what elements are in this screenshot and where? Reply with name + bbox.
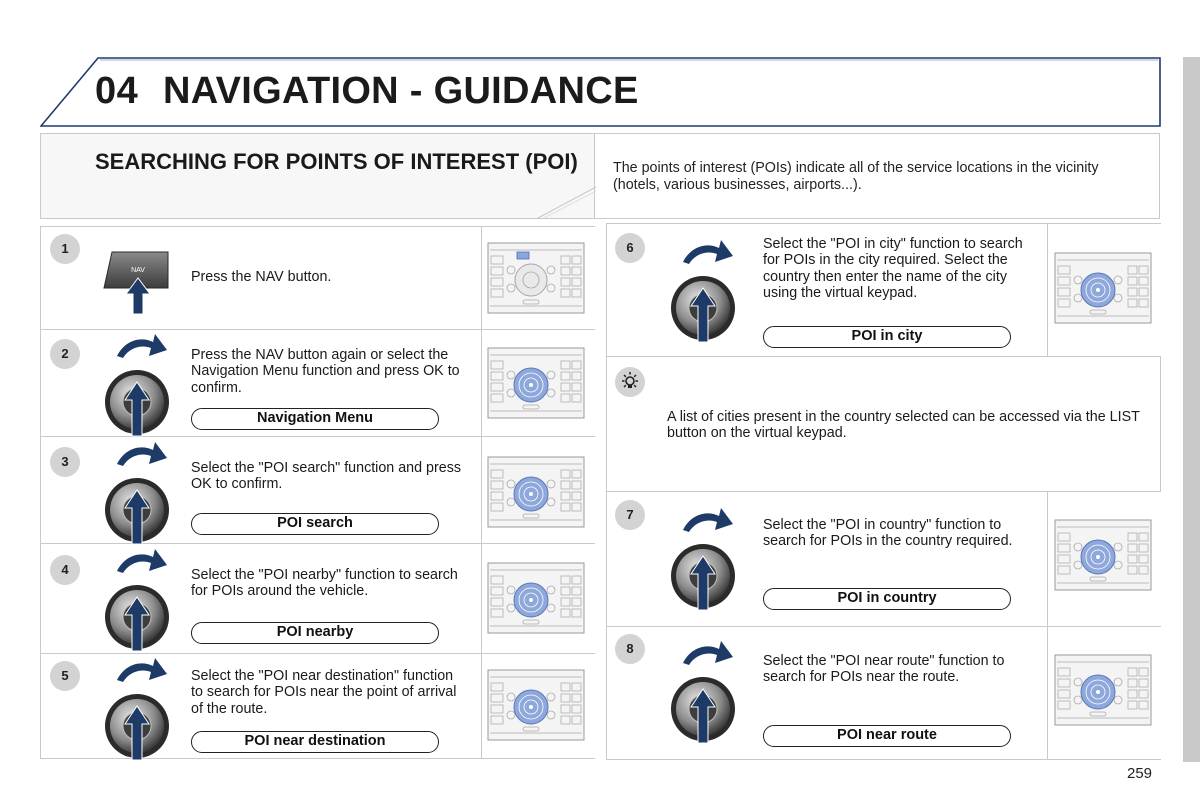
step-number-badge: 4 xyxy=(50,555,80,585)
nav-button-icon xyxy=(102,250,174,318)
tip-text: A list of cities present in the country selected can be accessed via the LIST button on the virtual keypad. xyxy=(667,409,1140,442)
rotary-dial-icon xyxy=(103,438,183,550)
chapter-number: 04 xyxy=(95,70,139,112)
menu-item-pill: POI in city xyxy=(763,326,1011,348)
rotary-dial-icon xyxy=(103,330,183,442)
rotary-dial-icon xyxy=(669,236,749,348)
step-1-text: Press the NAV button. xyxy=(191,269,332,285)
radio-unit-icon xyxy=(487,669,585,741)
step-number-badge: 3 xyxy=(50,447,80,477)
menu-item-pill: POI near destination xyxy=(191,731,439,753)
menu-item-pill: POI search xyxy=(191,513,439,535)
rotary-dial-icon xyxy=(669,504,749,616)
menu-item-pill: POI in country xyxy=(763,588,1011,610)
radio-unit-icon xyxy=(487,347,585,419)
step-4-text: Select the "POI nearby" function to search for POIs around the vehicle. xyxy=(191,567,458,600)
menu-item-pill: Navigation Menu xyxy=(191,408,439,430)
rotary-dial-icon xyxy=(103,545,183,657)
nav-button-label: NAV xyxy=(131,267,145,274)
rotary-dial-icon xyxy=(103,654,183,766)
step-2-text: Press the NAV button again or select the Navigation Menu function and press OK to confirm. xyxy=(191,347,460,396)
page-number: 259 xyxy=(1127,765,1153,782)
menu-item-pill: POI nearby xyxy=(191,622,439,644)
radio-unit-icon xyxy=(1054,654,1152,726)
step-number-badge: 1 xyxy=(50,234,80,264)
radio-unit-icon xyxy=(1054,252,1152,324)
step-7-text: Select the "POI in country" function to search for POIs in the country required. xyxy=(763,517,1013,550)
step-8-text: Select the "POI near route" function to search for POIs near the route. xyxy=(763,653,1005,686)
step-number-badge: 8 xyxy=(615,634,645,664)
step-number-badge: 2 xyxy=(50,339,80,369)
radio-unit-icon xyxy=(487,242,585,314)
step-5-text: Select the "POI near destination" function to search for POIs near the point of arrival of the route. xyxy=(191,668,457,717)
section-title: SEARCHING FOR POINTS OF INTEREST (POI) xyxy=(95,149,578,174)
radio-unit-icon xyxy=(1054,519,1152,591)
step-number-badge: 6 xyxy=(615,233,645,263)
radio-unit-icon xyxy=(487,456,585,528)
section-fold-decoration xyxy=(530,186,600,220)
side-thumb-tab xyxy=(1183,57,1200,762)
step-6-text: Select the "POI in city" function to search for POIs in the city required. Select the country then enter the name of the city using the virtual keypad. xyxy=(763,236,1023,301)
step-number-badge: 5 xyxy=(50,661,80,691)
rotary-dial-icon xyxy=(669,637,749,749)
section-title-box xyxy=(40,133,595,219)
chapter-title: NAVIGATION - GUIDANCE xyxy=(163,70,639,112)
lightbulb-icon xyxy=(619,371,641,393)
radio-unit-icon xyxy=(487,562,585,634)
intro-text: The points of interest (POIs) indicate all of the service locations in the vicinity (hotels, various businesses, airports...). xyxy=(613,160,1099,193)
menu-item-pill: POI near route xyxy=(763,725,1011,747)
step-number-badge: 7 xyxy=(615,500,645,530)
step-3-text: Select the "POI search" function and press OK to confirm. xyxy=(191,460,462,493)
